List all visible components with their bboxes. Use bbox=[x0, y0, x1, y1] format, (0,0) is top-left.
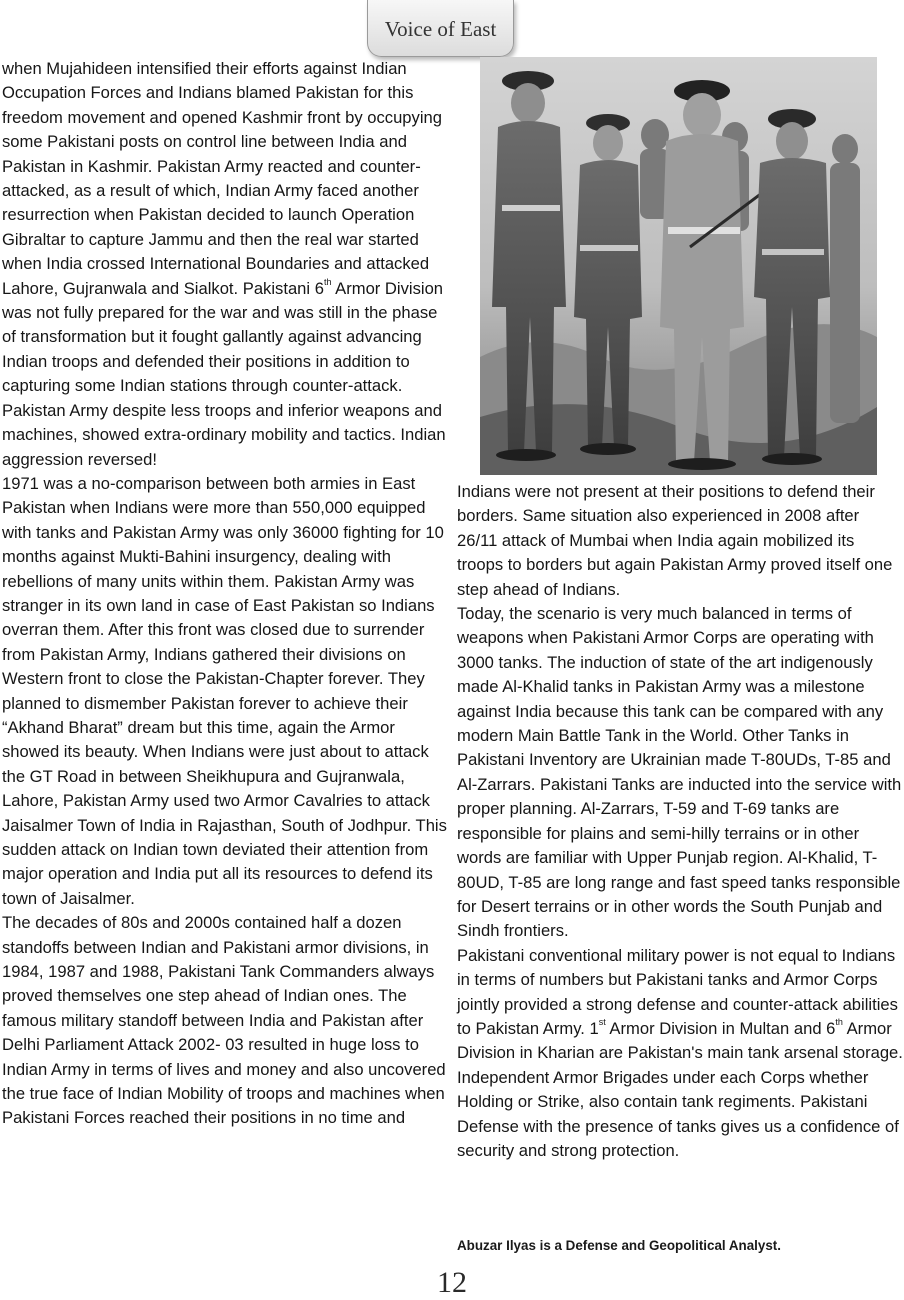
ordinal-suffix-first: st bbox=[598, 1016, 606, 1027]
left-paragraph-1 bbox=[2, 57, 447, 472]
header-tab bbox=[367, 0, 514, 57]
magazine-title: Voice of East bbox=[384, 17, 497, 41]
right-paragraph-3-text-a: Pakistani conventional military power is not equal to Indians in terms of numbers but Pakistani tanks and Armor Corps jointly provided a strong defense and counter-attack abilities to Pakistan Army. 1 bbox=[457, 945, 898, 1038]
ordinal-suffix: th bbox=[323, 276, 332, 287]
left-column bbox=[2, 57, 447, 1131]
photo-illustration bbox=[480, 57, 877, 475]
right-paragraph-2: Today, the scenario is very much balanced in terms of weapons when Pakistani Armor Corps are operating with 3000 tanks. The induction of state of the art indigenously made Al-Khalid tanks in Pakistan Army was a milestone against India because this tank can be compared with any modern Main Battle Tank in the World. Other Tanks in Pakistani Inventory are Ukrainian made T-80UDs, T-85 and Al-Zarrars. Pakistani Tanks are inducted into the service with proper planning. Al-Zarrars, T-59 and T-69 tanks are responsible for plains and semi-hilly terrains or in other words are familiar with Upper Punjab region. Al-Khalid, T-80UD, T-85 are long range and fast speed tanks responsible for Desert terrains or in other words the South Punjab and Sindh frontiers. bbox=[457, 604, 902, 941]
ordinal-suffix-sixth: th bbox=[835, 1016, 843, 1027]
right-paragraph-3-text-b: Armor Division in Multan and 6 bbox=[605, 1018, 836, 1038]
left-paragraph-2: 1971 was a no-comparison between both armies in East Pakistan when Indians were more than 550,000 equipped with tanks and Pakistan Army was only 36000 fighting for 10 months against Mukti-Bahini insurgency, dealing with rebellions of many units within them. Pakistan Army was stranger in its own land in case of East Pakistan so Indians overran them. After this front was closed due to surrender from Pakistan Army, Indians gathered their divisions on Western front to close the Pakistan-Chapter forever. They planned to dismember Pakistan forever to achieve their “Akhand Bharat” dream but this time, again the Armor showed its beauty. When Indians were just about to attack the GT Road in between Sheikhupura and Gujranwala, Lahore, Pakistan Army used two Armor Cavalries to attack Jaisalmer Town of India in Rajasthan, South of Jodhpur. This sudden attack on Indian town deviated their attention from major operation and India put all its resources to defend its town of Jaisalmer. bbox=[2, 473, 447, 908]
page-number: 12 bbox=[437, 1266, 467, 1299]
left-paragraph-1-text-end: Armor Division was not fully prepared for the war and was still in the phase of transformation but it fought gallantly against advancing Indian troops and defended their positions in addition to capturing some Indian stations through counter-attack. Pakistan Army despite less troops and inferior weapons and machines, showed extra-ordinary mobility and tactics. Indian aggression reversed! bbox=[2, 278, 446, 469]
right-paragraph-3-text-c: Armor Division in Kharian are Pakistan's main tank arsenal storage. Independent Armor Brigades under each Corps whether Holding or Strike, also contain tank regiments. Pakistani Defense with the presence of tanks gives us a confidence of security and strong protection. bbox=[457, 1018, 903, 1160]
author-byline: Abuzar Ilyas is a Defense and Geopolitical Analyst. bbox=[457, 1238, 781, 1253]
left-paragraph-3: The decades of 80s and 2000s contained half a dozen standoffs between Indian and Pakistani armor divisions, in 1984, 1987 and 1988, Pakistani Tank Commanders always proved themselves one step ahead of Indian ones. The famous military standoff between India and Pakistan after Delhi Parliament Attack 2002- 03 resulted in huge loss to Indian Army in terms of lives and money and also uncovered the true face of Indian Mobility of troops and machines when Pakistani Forces reached their positions in no time and bbox=[2, 913, 446, 1128]
left-paragraph-1-text: when Mujahideen intensified their efforts against Indian Occupation Forces and Indians blamed Pakistan for this freedom movement and opened Kashmir front by occupying some Pakistani posts on control line between India and Pakistan in Kashmir. Pakistan Army reacted and counter-attacked, as a result of which, Indian Army faced another resurrection when Pakistan decided to launch Operation Gibraltar to capture Jammu and then the real war started when India crossed International Boundaries and attacked Lahore, Gujranwala and Sialkot. Pakistani 6 bbox=[2, 59, 442, 298]
right-paragraph-3 bbox=[457, 944, 903, 1164]
military-officers-photo bbox=[480, 57, 877, 475]
right-paragraph-1: Indians were not present at their positions to defend their borders. Same situation also experienced in 2008 after 26/11 attack of Mumbai when India again mobilized its troops to borders but again Pakistan Army proved itself one step ahead of Indians. bbox=[457, 482, 893, 599]
right-column bbox=[457, 480, 903, 1163]
